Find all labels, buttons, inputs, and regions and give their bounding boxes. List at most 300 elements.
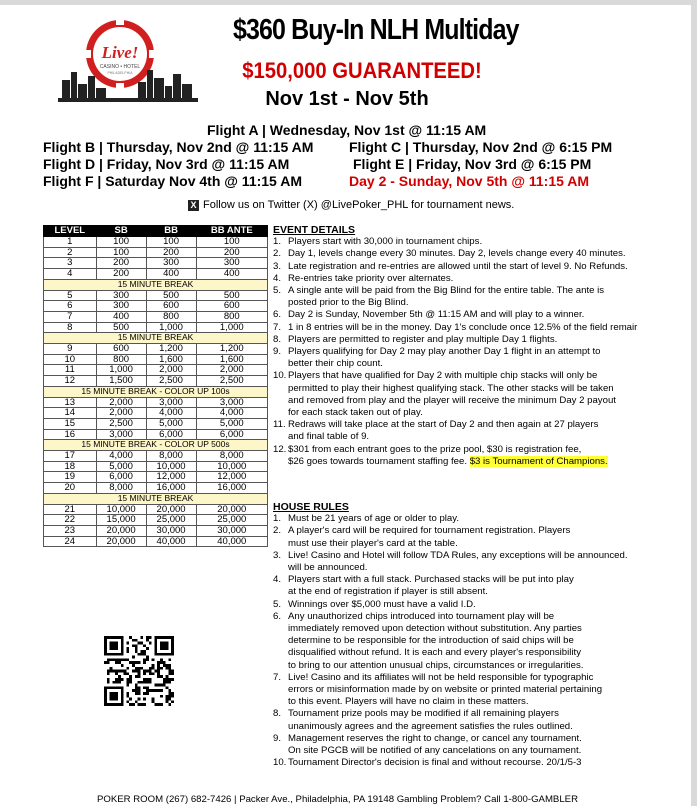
item-number: 4. <box>273 272 282 284</box>
item-number: 3. <box>273 549 282 561</box>
item-line-text: better their chip count. <box>288 358 383 370</box>
level-cell: 10 <box>44 354 97 365</box>
ante-cell: 2,500 <box>196 376 267 387</box>
level-cell: 13 <box>44 397 97 408</box>
table-row <box>44 354 268 365</box>
level-cell: 17 <box>44 451 97 462</box>
item-line <box>288 525 673 537</box>
level-cell: 22 <box>44 515 97 526</box>
break-row <box>44 279 268 290</box>
level-cell: 4 <box>44 269 97 280</box>
item-line-text: errors or misinformation made by on website or printed material pertaining <box>288 684 603 696</box>
ante-cell: 8,000 <box>196 451 267 462</box>
item-line-text: Must be 21 years of age or older to play. <box>288 513 460 525</box>
sb-cell: 4,000 <box>96 451 146 462</box>
ante-cell: 30,000 <box>196 525 267 536</box>
flight-f: Flight F | Saturday Nov 4th @ 11:15 AM <box>43 173 302 189</box>
item-text <box>288 309 673 321</box>
event-details-section <box>273 224 673 468</box>
item-line-text: and final table of 9. <box>288 431 370 443</box>
sb-cell: 15,000 <box>96 515 146 526</box>
sb-cell: 20,000 <box>96 536 146 547</box>
ante-cell: 4,000 <box>196 408 267 419</box>
bb-cell: 5,000 <box>146 418 196 429</box>
list-item <box>273 236 673 248</box>
item-line-text: immediately removed upon detection without substitution. Any parties <box>288 623 582 635</box>
sb-cell: 5,000 <box>96 461 146 472</box>
ante-cell: 1,600 <box>196 354 267 365</box>
item-number: 1. <box>273 513 282 525</box>
level-cell: 8 <box>44 322 97 333</box>
twitter-text: Follow us on Twitter (X) @LivePoker_PHL for tournament news. <box>203 199 515 211</box>
item-line-text: $301 from each entrant goes to the prize pool, $30 is registration fee, <box>288 443 582 455</box>
item-text <box>288 419 673 443</box>
item-number: 7. <box>273 671 282 683</box>
bb-cell: 1,600 <box>146 354 196 365</box>
item-line <box>288 297 673 309</box>
level-cell: 23 <box>44 525 97 536</box>
item-line <box>288 334 673 346</box>
bb-cell: 16,000 <box>146 483 196 494</box>
item-line-text: $26 goes towards tournament staffing fee. <box>288 455 468 467</box>
item-line-text: Re-entries take priority over alternates. <box>288 272 454 284</box>
table-row <box>44 536 268 547</box>
item-number: 1. <box>273 236 282 248</box>
item-line <box>288 745 673 757</box>
item-line <box>288 757 673 769</box>
item-number: 2. <box>273 525 282 537</box>
bb-cell: 20,000 <box>146 504 196 515</box>
flight-c: Flight C | Thursday, Nov 2nd @ 6:15 PM <box>349 139 613 155</box>
highlighted-text: $3 is Tournament of Champions. <box>469 455 608 467</box>
item-line <box>288 660 673 672</box>
bb-cell: 4,000 <box>146 408 196 419</box>
item-line <box>288 431 673 443</box>
item-text <box>288 346 673 370</box>
ante-cell: 200 <box>196 247 267 258</box>
list-item <box>273 273 673 285</box>
item-line-text: must use their player's card at the table. <box>288 537 458 549</box>
list-item <box>273 444 673 468</box>
sb-cell: 1,000 <box>96 365 146 376</box>
item-text <box>288 444 673 468</box>
item-number: 10. <box>273 757 287 769</box>
list-item <box>273 733 673 757</box>
house-rules-section <box>273 501 673 769</box>
item-text <box>288 370 673 419</box>
bb-cell: 2,500 <box>146 376 196 387</box>
item-number: 10. <box>273 370 287 382</box>
table-row <box>44 408 268 419</box>
sb-cell: 800 <box>96 354 146 365</box>
item-number: 9. <box>273 346 282 358</box>
sb-cell: 200 <box>96 258 146 269</box>
sb-cell: 100 <box>96 237 146 248</box>
right-border <box>691 0 697 806</box>
ante-cell: 6,000 <box>196 429 267 440</box>
list-item <box>273 525 673 549</box>
table-row <box>44 525 268 536</box>
bb-cell: 3,000 <box>146 397 196 408</box>
item-text <box>288 261 673 273</box>
item-line-text: at the end of registration if player is still absent. <box>288 586 488 598</box>
ante-cell: 10,000 <box>196 461 267 472</box>
item-line <box>288 550 673 562</box>
item-text <box>288 708 673 732</box>
sb-cell: 6,000 <box>96 472 146 483</box>
item-line-text: Live! Casino and Hotel will follow TDA Rules, any exceptions will be announced. <box>288 549 628 561</box>
sb-cell: 600 <box>96 344 146 355</box>
item-line <box>288 407 673 419</box>
level-cell: 14 <box>44 408 97 419</box>
ante-cell: 1,000 <box>196 322 267 333</box>
item-line <box>288 419 673 431</box>
item-line <box>288 562 673 574</box>
col-header-sb: SB <box>96 226 146 237</box>
table-row <box>44 461 268 472</box>
level-cell: 3 <box>44 258 97 269</box>
table-row <box>44 376 268 387</box>
item-line <box>288 586 673 598</box>
ante-cell: 800 <box>196 311 267 322</box>
item-text <box>288 611 673 672</box>
item-line <box>288 513 673 525</box>
table-row <box>44 451 268 462</box>
list-item <box>273 309 673 321</box>
bb-cell: 10,000 <box>146 461 196 472</box>
item-line-text: Tournament prize pools may be modified if all remaining players <box>288 708 559 720</box>
item-number: 6. <box>273 610 282 622</box>
break-row <box>44 386 268 397</box>
item-line-text: will be announced. <box>288 562 368 574</box>
item-number: 2. <box>273 248 282 260</box>
flight-a: Flight A | Wednesday, Nov 1st @ 11:15 AM <box>207 122 487 138</box>
table-row <box>44 269 268 280</box>
item-line <box>288 285 673 297</box>
ante-cell: 16,000 <box>196 483 267 494</box>
list-item <box>273 334 673 346</box>
item-line-text: A single ante will be paid from the Big Blind for the entire table. The ante is <box>288 285 605 297</box>
sb-cell: 300 <box>96 290 146 301</box>
bb-cell: 400 <box>146 269 196 280</box>
item-line-text: Players qualifying for Day 2 may play another Day 1 flight in an attempt to <box>288 346 601 358</box>
item-text <box>288 334 673 346</box>
logo-brand: Live! <box>101 43 139 62</box>
ante-cell: 5,000 <box>196 418 267 429</box>
item-line <box>288 574 673 586</box>
list-item <box>273 672 673 709</box>
table-row <box>44 418 268 429</box>
x-twitter-icon: X <box>188 200 199 211</box>
bb-cell: 40,000 <box>146 536 196 547</box>
item-line <box>288 309 673 321</box>
item-line-text: Players that have qualified for Day 2 with multiple chip stacks will only be <box>288 370 598 382</box>
item-line-text: Late registration and re-entries are allowed until the start of level 9. No Refunds. <box>288 260 628 272</box>
item-number: 8. <box>273 708 282 720</box>
item-line-text: for each stack taken out of play. <box>288 407 423 419</box>
ante-cell: 25,000 <box>196 515 267 526</box>
flight-d: Flight D | Friday, Nov 3rd @ 11:15 AM <box>43 156 290 172</box>
table-row <box>44 472 268 483</box>
item-line-text: Players start with a full stack. Purchased stacks will be put into play <box>288 574 574 586</box>
item-text <box>288 672 673 709</box>
ante-cell: 12,000 <box>196 472 267 483</box>
ante-cell: 400 <box>196 269 267 280</box>
bb-cell: 25,000 <box>146 515 196 526</box>
bb-cell: 200 <box>146 247 196 258</box>
item-line <box>288 248 673 260</box>
item-line <box>288 708 673 720</box>
item-line <box>288 733 673 745</box>
footer-contact: POKER ROOM (267) 682-7426 | Packer Ave., Philadelphia, PA 19148 Gambling Problem? Call 1-800-GAMBLER <box>97 794 578 805</box>
break-label: 15 MINUTE BREAK <box>44 493 268 504</box>
logo-sub2: PHILADELPHIA <box>107 71 133 75</box>
break-row <box>44 493 268 504</box>
item-line-text: Players are permitted to register and play multiple Day 1 flights. <box>288 333 558 345</box>
bb-cell: 8,000 <box>146 451 196 462</box>
item-line <box>288 684 673 696</box>
table-row <box>44 290 268 301</box>
item-line-text: Any unauthorized chips introduced into tournament play will be <box>288 610 555 622</box>
sb-cell: 500 <box>96 322 146 333</box>
live-casino-logo <box>58 14 198 110</box>
bb-cell: 600 <box>146 301 196 312</box>
sb-cell: 10,000 <box>96 504 146 515</box>
item-line <box>288 346 673 358</box>
item-line-text: Day 1, levels change every 30 minutes. Day 2, levels change every 40 minutes. <box>288 248 626 260</box>
break-row <box>44 440 268 451</box>
item-line-text: permitted to play their highest qualifying stack. The other stacks will be taken <box>288 382 614 394</box>
item-number: 9. <box>273 732 282 744</box>
list-item <box>273 248 673 260</box>
ante-cell: 20,000 <box>196 504 267 515</box>
bb-cell: 12,000 <box>146 472 196 483</box>
ante-cell: 1,200 <box>196 344 267 355</box>
table-row <box>44 365 268 376</box>
level-cell: 21 <box>44 504 97 515</box>
event-dates: Nov 1st - Nov 5th <box>265 88 429 110</box>
sb-cell: 2,500 <box>96 418 146 429</box>
table-row <box>44 247 268 258</box>
table-row <box>44 237 268 248</box>
item-line <box>288 236 673 248</box>
break-label: 15 MINUTE BREAK <box>44 333 268 344</box>
flight-b: Flight B | Thursday, Nov 2nd @ 11:15 AM <box>43 139 314 155</box>
sb-cell: 300 <box>96 301 146 312</box>
item-line-text: unanimously agrees and the agreement satisfies the rules outlined. <box>288 720 573 732</box>
sb-cell: 2,000 <box>96 397 146 408</box>
table-row <box>44 258 268 269</box>
item-line <box>288 370 673 382</box>
item-line <box>288 383 673 395</box>
twitter-note <box>188 199 514 211</box>
level-cell: 1 <box>44 237 97 248</box>
item-text <box>288 273 673 285</box>
level-cell: 24 <box>44 536 97 547</box>
item-text <box>288 599 673 611</box>
col-header-bb-ante: BB ANTE <box>196 226 267 237</box>
item-line <box>288 456 673 468</box>
list-item <box>273 611 673 672</box>
item-line <box>288 599 673 611</box>
item-text <box>288 236 673 248</box>
sb-cell: 1,500 <box>96 376 146 387</box>
item-number: 5. <box>273 598 282 610</box>
item-line <box>288 444 673 456</box>
level-cell: 15 <box>44 418 97 429</box>
item-line <box>288 261 673 273</box>
ante-cell: 300 <box>196 258 267 269</box>
level-cell: 19 <box>44 472 97 483</box>
level-cell: 12 <box>44 376 97 387</box>
item-text <box>288 513 673 525</box>
bb-cell: 500 <box>146 290 196 301</box>
item-text <box>288 733 673 757</box>
item-line-text: determine to be responsible for the introduction of said chips will be <box>288 635 574 647</box>
item-number: 8. <box>273 333 282 345</box>
flight-e: Flight E | Friday, Nov 3rd @ 6:15 PM <box>353 156 592 172</box>
level-cell: 7 <box>44 311 97 322</box>
item-text <box>288 574 673 598</box>
table-row <box>44 504 268 515</box>
house-rules-title: HOUSE RULES <box>273 501 349 513</box>
item-text <box>288 525 673 549</box>
item-line-text: Day 2 is Sunday, November 5th @ 11:15 AM and will play to a winner. <box>288 309 585 321</box>
qr-code <box>104 636 174 706</box>
sb-cell: 2,000 <box>96 408 146 419</box>
table-row <box>44 322 268 333</box>
table-row <box>44 515 268 526</box>
sb-cell: 400 <box>96 311 146 322</box>
item-number: 5. <box>273 285 282 297</box>
level-cell: 20 <box>44 483 97 494</box>
sb-cell: 100 <box>96 247 146 258</box>
blind-level-table <box>43 225 268 547</box>
item-text <box>288 550 673 574</box>
item-text <box>288 322 673 334</box>
item-line <box>288 273 673 285</box>
item-line-text: and removed from play and the player will receive the minimum Day 2 payout <box>288 394 616 406</box>
list-item <box>273 708 673 732</box>
bb-cell: 300 <box>146 258 196 269</box>
item-line <box>288 395 673 407</box>
day2-schedule: Day 2 - Sunday, Nov 5th @ 11:15 AM <box>349 173 590 189</box>
item-number: 7. <box>273 321 282 333</box>
table-row <box>44 483 268 494</box>
item-line <box>288 623 673 635</box>
item-line <box>288 647 673 659</box>
table-row <box>44 397 268 408</box>
item-line-text: Tournament Director's decision is final and without recourse. 20/1/5-3 <box>288 757 582 769</box>
break-label: 15 MINUTE BREAK <box>44 279 268 290</box>
col-header-bb: BB <box>146 226 196 237</box>
list-item <box>273 513 673 525</box>
level-cell: 18 <box>44 461 97 472</box>
level-cell: 2 <box>44 247 97 258</box>
bb-cell: 6,000 <box>146 429 196 440</box>
table-row <box>44 344 268 355</box>
bb-cell: 2,000 <box>146 365 196 376</box>
table-row <box>44 301 268 312</box>
bb-cell: 30,000 <box>146 525 196 536</box>
list-item <box>273 599 673 611</box>
sb-cell: 20,000 <box>96 525 146 536</box>
item-number: 12. <box>273 443 287 455</box>
table-header-row <box>44 226 268 237</box>
list-item <box>273 261 673 273</box>
break-label: 15 MINUTE BREAK - COLOR UP 100s <box>44 386 268 397</box>
item-line <box>288 611 673 623</box>
item-line <box>288 322 673 334</box>
list-item <box>273 370 673 419</box>
bb-cell: 1,200 <box>146 344 196 355</box>
level-cell: 5 <box>44 290 97 301</box>
item-text <box>288 248 673 260</box>
item-line <box>288 635 673 647</box>
item-line <box>288 696 673 708</box>
item-line-text: disqualified without refund. It is each and every player's responsibility <box>288 647 581 659</box>
item-number: 6. <box>273 309 282 321</box>
list-item <box>273 419 673 443</box>
ante-cell: 500 <box>196 290 267 301</box>
ante-cell: 100 <box>196 237 267 248</box>
sb-cell: 3,000 <box>96 429 146 440</box>
item-line-text: Winnings over $5,000 must have a valid I.D. <box>288 598 476 610</box>
bb-cell: 100 <box>146 237 196 248</box>
item-line <box>288 538 673 550</box>
item-line-text: to this event. Players will have no claim in these matters. <box>288 696 529 708</box>
table-row <box>44 311 268 322</box>
item-number: 3. <box>273 260 282 272</box>
break-label: 15 MINUTE BREAK - COLOR UP 500s <box>44 440 268 451</box>
guarantee-text: $150,000 GUARANTEED! <box>242 58 482 83</box>
ante-cell: 600 <box>196 301 267 312</box>
ante-cell: 40,000 <box>196 536 267 547</box>
list-item <box>273 574 673 598</box>
item-line-text: Players start with 30,000 in tournament chips. <box>288 236 483 248</box>
table-row <box>44 429 268 440</box>
level-cell: 9 <box>44 344 97 355</box>
bb-cell: 800 <box>146 311 196 322</box>
item-number: 11. <box>273 419 286 431</box>
level-cell: 16 <box>44 429 97 440</box>
ante-cell: 2,000 <box>196 365 267 376</box>
item-line-text: 1 in 8 entries will be in the money. Day 1's conclude once 12.5% of the field remair <box>288 321 638 333</box>
sb-cell: 200 <box>96 269 146 280</box>
top-border <box>0 0 697 5</box>
event-title: $360 Buy-In NLH Multiday <box>233 14 519 46</box>
list-item <box>273 757 673 769</box>
bb-cell: 1,000 <box>146 322 196 333</box>
item-line-text: On site PGCB will be notified of any cancelations on any tournament. <box>288 745 582 757</box>
list-item <box>273 322 673 334</box>
item-line <box>288 358 673 370</box>
list-item <box>273 550 673 574</box>
list-item <box>273 285 673 309</box>
item-line-text: to bring to our attention unusual chips, circumstances or irregularities. <box>288 659 584 671</box>
item-line-text: Management reserves the right to change, or cancel any tournament. <box>288 732 582 744</box>
item-line-text: posted prior to the Big Blind. <box>288 297 409 309</box>
item-text <box>288 757 673 769</box>
item-text <box>288 285 673 309</box>
list-item <box>273 346 673 370</box>
item-line-text: Live! Casino and its affiliates will not be held responsible for typographic <box>288 671 594 683</box>
item-line <box>288 672 673 684</box>
event-details-title: EVENT DETAILS <box>273 224 356 236</box>
item-line-text: Redraws will take place at the start of Day 2 and then again at 27 players <box>288 419 599 431</box>
break-row <box>44 333 268 344</box>
item-number: 4. <box>273 574 282 586</box>
